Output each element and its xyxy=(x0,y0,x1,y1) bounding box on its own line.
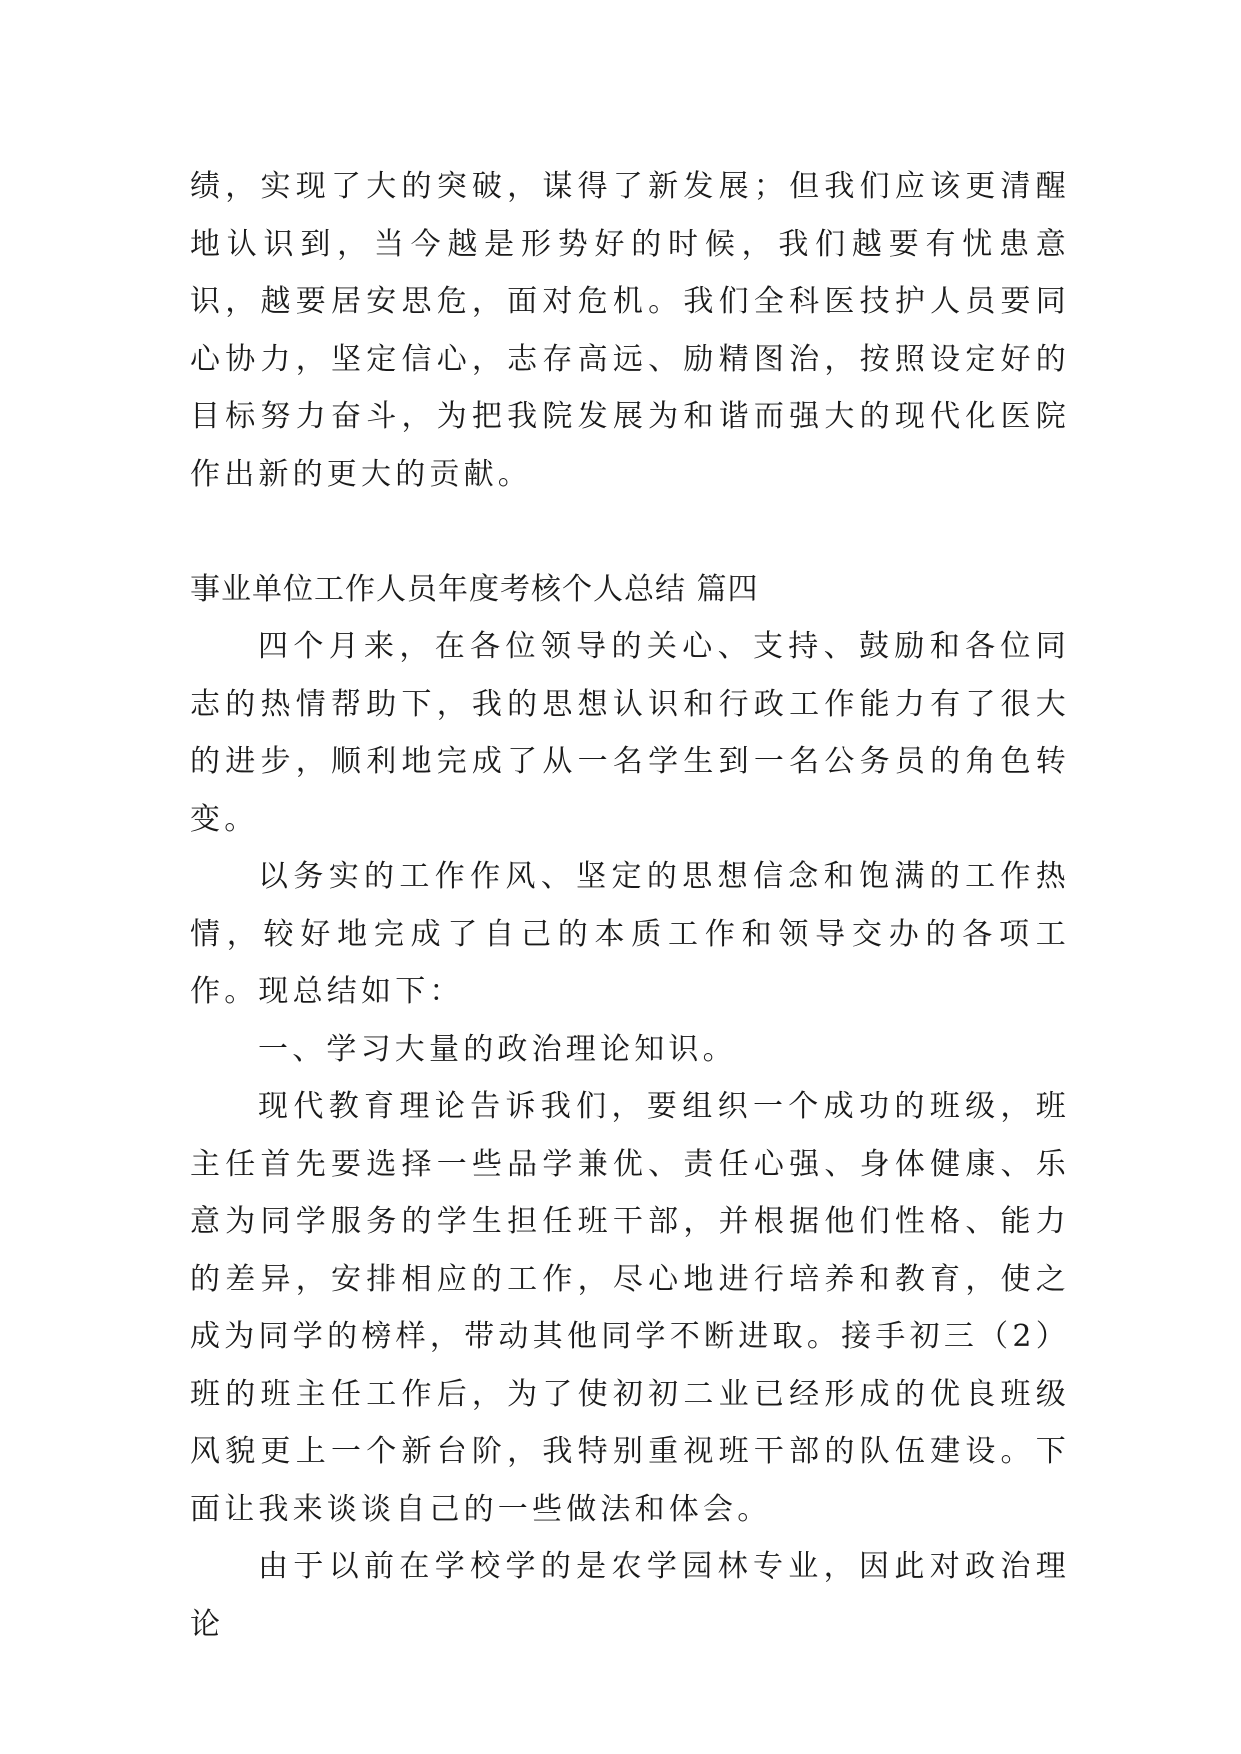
paragraph: 现代教育理论告诉我们，要组织一个成功的班级，班主任首先要选择一些品学兼优、责任心强、身体健康、乐意为同学服务的学生担任班干部，并根据他们性格、能力的差异，安排相应的工作，尽心地进行培养和教育，使之成为同学的榜样，带动其他同学不断进取。接手初三（2）班的班主任工作后，为了使初初二业已经形成的优良班级风貌更上一个新台阶，我特别重视班干部的队伍建设。下面让我来谈谈自己的一些做法和体会。 xyxy=(190,1089,1070,1527)
section-title: 事业单位工作人员年度考核个人总结 篇四 xyxy=(190,571,759,607)
paragraph: 四个月来，在各位领导的关心、支持、鼓励和各位同志的热情帮助下，我的思想认识和行政工作能力有了很大的进步，顺利地完成了从一名学生到一名公务员的角色转变。 xyxy=(190,629,1070,837)
document-body xyxy=(190,158,1070,1653)
paragraph-subheading: 一、学习大量的政治理论知识。 xyxy=(258,1031,737,1067)
paragraph-gap xyxy=(190,503,1070,561)
paragraph-continuation: 绩，实现了大的突破，谋得了新发展；但我们应该更清醒地认识到，当今越是形势好的时候，我们越要有忧患意识，越要居安思危，面对危机。我们全科医技护人员要同心协力，坚定信心，志存高远、励精图治，按照设定好的目标努力奋斗，为把我院发展为和谐而强大的现代化医院作出新的更大的贡献。 xyxy=(190,169,1070,492)
paragraph: 由于以前在学校学的是农学园林专业，因此对政治理论 xyxy=(190,1549,1070,1642)
paragraph: 以务实的工作作风、坚定的思想信念和饱满的工作热情，较好地完成了自己的本质工作和领导交办的各项工作。现总结如下： xyxy=(190,859,1070,1009)
